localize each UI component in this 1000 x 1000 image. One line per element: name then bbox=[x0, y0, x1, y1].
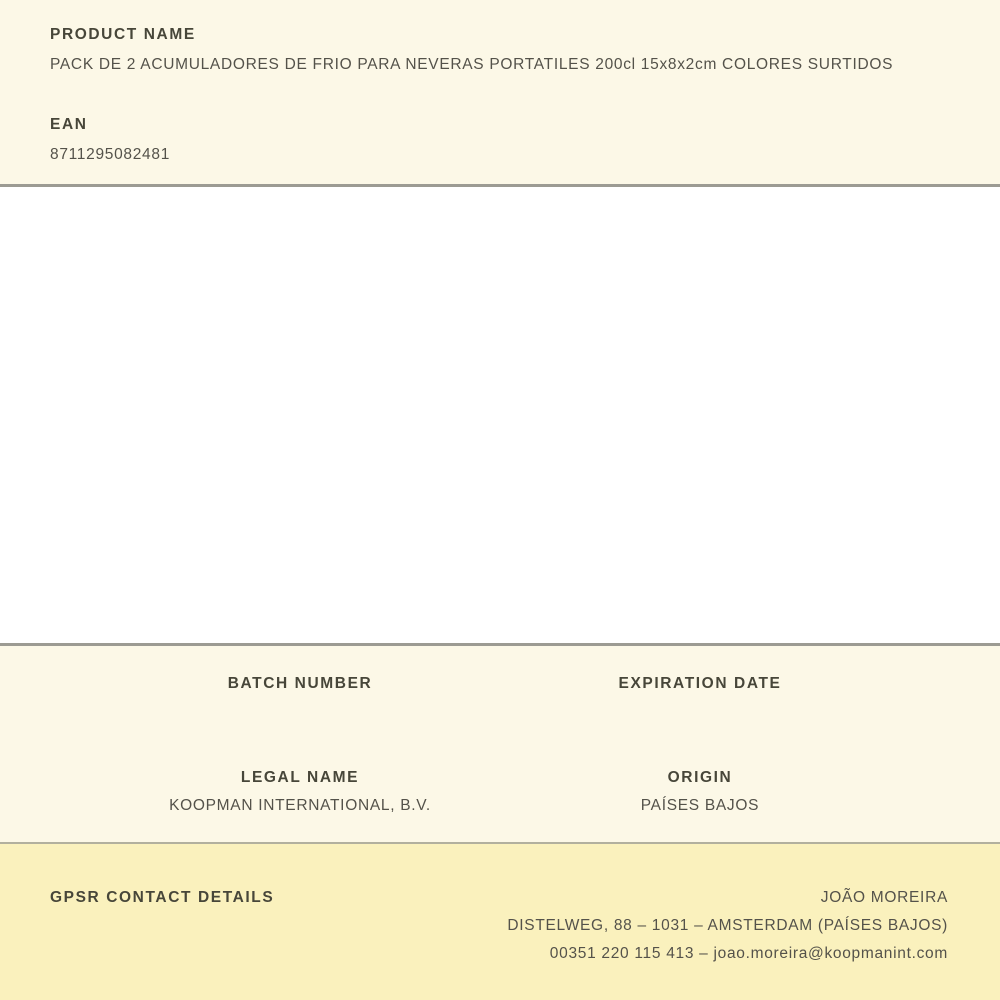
origin-value: PAÍSES BAJOS bbox=[640, 797, 760, 814]
product-info-section bbox=[0, 0, 1000, 187]
expiration-date-label: EXPIRATION DATE bbox=[618, 675, 782, 692]
contact-address: DISTELWEG, 88 – 1031 – AMSTERDAM (PAÍSES BAJOS) bbox=[507, 917, 948, 934]
field-expiration-date bbox=[500, 674, 900, 722]
field-legal-name bbox=[100, 768, 500, 816]
origin-label: ORIGIN bbox=[667, 769, 733, 786]
batch-number-value bbox=[100, 702, 500, 722]
product-name-value: PACK DE 2 ACUMULADORES DE FRIO PARA NEVERAS PORTATILES 200cl 15x8x2cm COLORES SURTIDOS bbox=[50, 56, 894, 73]
expiration-date-value bbox=[500, 702, 900, 722]
legal-name-label: LEGAL NAME bbox=[240, 769, 360, 786]
ean-value: 8711295082481 bbox=[50, 146, 171, 163]
field-batch-number bbox=[100, 674, 500, 722]
contact-phone-email: 00351 220 115 413 – joao.moreira@koopmanint.com bbox=[549, 945, 948, 962]
batch-details-section bbox=[0, 643, 1000, 844]
batch-number-label: BATCH NUMBER bbox=[227, 675, 373, 692]
ean-label: EAN bbox=[50, 116, 88, 133]
gpsr-contact-section bbox=[0, 844, 1000, 1000]
contact-name: JOÃO MOREIRA bbox=[820, 889, 948, 906]
product-name-label: PRODUCT NAME bbox=[50, 26, 196, 43]
gpsr-contact-block bbox=[507, 884, 948, 968]
field-origin bbox=[500, 768, 900, 816]
product-image-area bbox=[0, 187, 1000, 643]
details-grid bbox=[100, 674, 900, 816]
gpsr-title: GPSR CONTACT DETAILS bbox=[50, 889, 275, 906]
legal-name-value: KOOPMAN INTERNATIONAL, B.V. bbox=[169, 797, 431, 814]
